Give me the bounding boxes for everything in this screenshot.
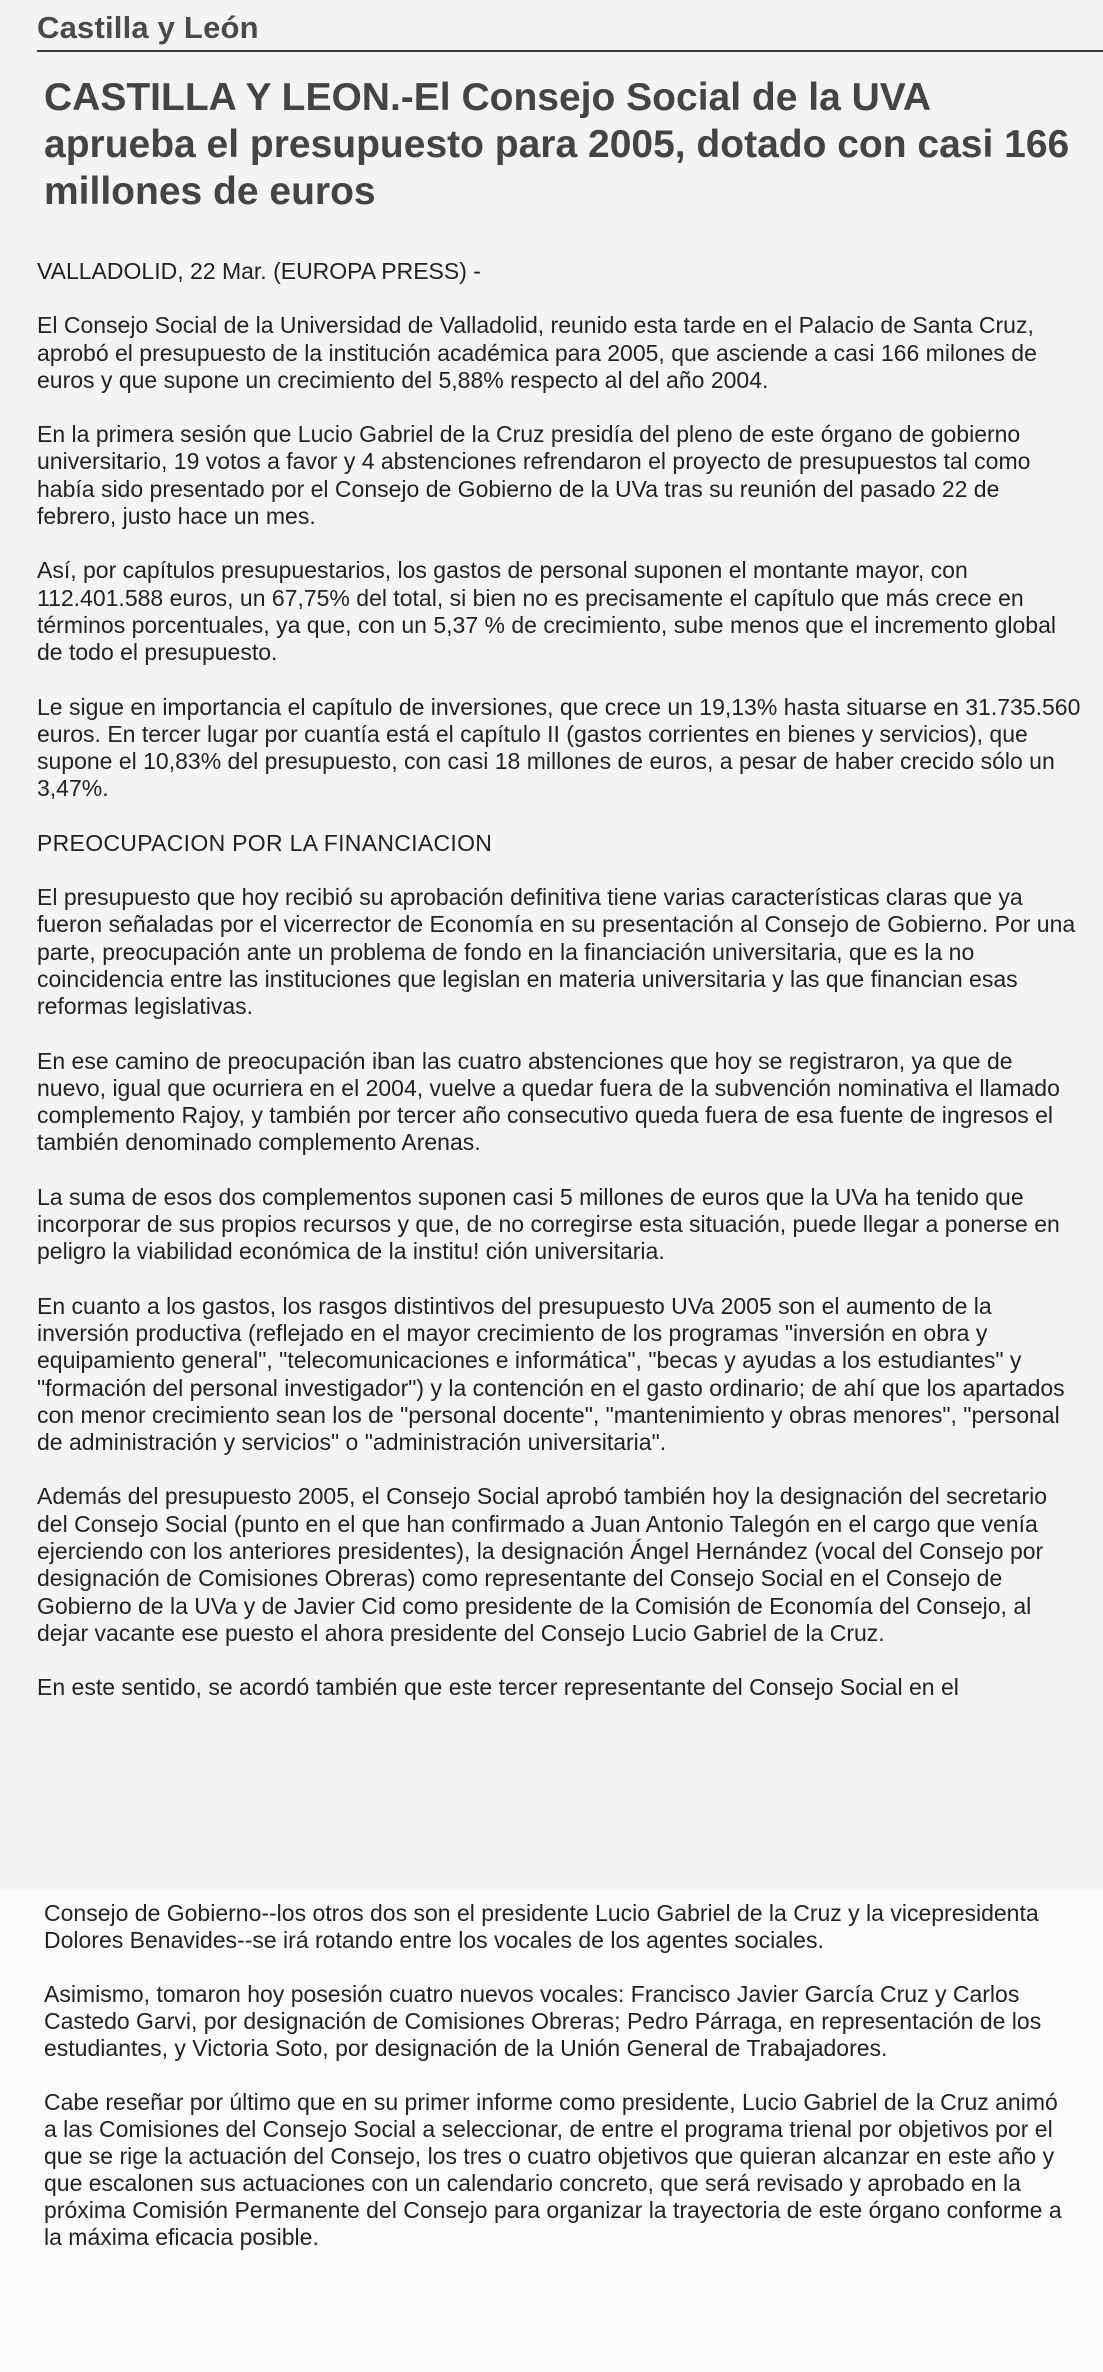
header-rule [37, 50, 1103, 52]
paragraph-personnel: Así, por capítulos presupuestarios, los gastos de personal suponen el montante mayor, con 112.401.588 euros, un 67,75% del total, si bien no es precisamente el capítulo que más crece en términos porcentuales, ya que, con un 5,37 % de crecimiento, sube menos que el incremento global de todo el presupuesto. [37, 557, 1056, 666]
article-headline: CASTILLA Y LEON.-El Consejo Social de la UVA aprueba el presupuesto para 2005, dotado con casi 166 millones de euros [44, 76, 1070, 213]
paragraph-complements: La suma de esos dos complementos suponen casi 5 millones de euros que la UVa ha tenido que incorporar de sus propios recursos y que, de no corregirse esta situación, puede llegar a ponerse en peligro la viabilidad económica de la institu! ción universitaria. [37, 1183, 1060, 1265]
paragraph-representative-end: Consejo de Gobierno--los otros dos son el presidente Lucio Gabriel de la Cruz y la vicepresidenta Dolores Benavides--se irá rotando entre los vocales de los agentes sociales. [44, 1900, 1039, 1953]
paragraph-vote: En la primera sesión que Lucio Gabriel de la Cruz presidía del pleno de este órgano de gobierno universitario, 19 votos a favor y 4 abstenciones refrendaron el proyecto de presupuestos tal como había sido presentado por el Consejo de Gobierno de la UVa tras su reunión del pasado 22 de febrero, justo hace un mes. [37, 421, 1031, 530]
paragraph-budget: El Consejo Social de la Universidad de Valladolid, reunido esta tarde en el Palacio de Santa Cruz, aprobó el presupuesto de la institución académica para 2005, que asciende a casi 166 milones de euros y que supone un crecimiento del 5,88% respecto al del año 2004. [37, 312, 1037, 393]
article-dateline: VALLADOLID, 22 Mar. (EUROPA PRESS) - [37, 258, 481, 284]
paragraph-report: Cabe reseñar por último que en su primer informe como presidente, Lucio Gabriel de la Cruz animó a las Comisiones del Consejo Social a seleccionar, de entre el programa trienal por objetivos por el que se rige la actuación del Consejo, los tres o cuatro objetivos que quieran alcanzar en este año y que escalonen sus actuaciones con un calendario concreto, que será revisado y aprobado en la próxima Comisión Permanente del Consejo para organizar la trayectoria de este órgano conforme a la máxima eficacia posible. [44, 2089, 1062, 2250]
article-subhead: PREOCUPACION POR LA FINANCIACION [37, 829, 493, 856]
paragraph-new-members: Asimismo, tomaron hoy posesión cuatro nuevos vocales: Francisco Javier García Cruz y Carlos Castedo Garvi, por designación de Comisiones Obreras; Pedro Párraga, en representación de los estudiantes, y Victoria Soto, por designación de la Unión General de Trabajadores. [44, 1981, 1042, 2061]
paragraph-designations: Además del presupuesto 2005, el Consejo Social aprobó también hoy la designación del secretario del Consejo Social (punto en el que han confirmado a Juan Antonio Talegón en el cargo que venía ejerciendo con los anteriores presidentes), la designación Ángel Hernández (vocal del Consejo por designación de Comisiones Obreras) como representante del Consejo Social en el Consejo de Gobierno de la UVa y de Javier Cid como presidente de la Comisión de Economía del Consejo, al dejar vacante ese puesto el ahora presidente del Consejo Lucio Gabriel de la Cruz. [37, 1483, 1048, 1646]
article-continuation [44, 1900, 1074, 2278]
paragraph-investments: Le sigue en importancia el capítulo de inversiones, que crece un 19,13% hasta situarse en 31.735.560 euros. En tercer lugar por cuantía está el capítulo II (gastos corrientes en bienes y servicios), que supone el 10,83% del presupuesto, con casi 18 millones de euros, a pesar de haber crecido sólo un 3,47%. [37, 693, 1081, 802]
article-body [37, 258, 1082, 1728]
section-label: Castilla y León [37, 10, 259, 45]
paragraph-characteristics: El presupuesto que hoy recibió su aprobación definitiva tiene varias características claras que ya fueron señaladas por el vicerrector de Economía en su presentación al Consejo de Gobierno. Por una parte, preocupación ante un problema de fondo en la financiación universitaria, que es la no coincidencia entre las instituciones que legislan en materia universitaria y las que financian esas reformas legislativas. [37, 884, 1076, 1020]
paragraph-abstentions: En ese camino de preocupación iban las cuatro abstenciones que hoy se registraron, ya que de nuevo, igual que ocurriera en el 2004, vuelve a quedar fuera de la subvención nominativa el llamado complemento Rajoy, y también por tercer año consecutivo queda fuera de esa fuente de ingresos el también denominado complemento Arenas. [37, 1047, 1060, 1156]
paragraph-expenses: En cuanto a los gastos, los rasgos distintivos del presupuesto UVa 2005 son el aumento de la inversión productiva (reflejado en el mayor crecimiento de los programas "inversión en obra y equipamiento general", "telecomunicaciones e informática", "becas y ayudas a los estudiantes" y "formación del personal investigador") y la contención en el gasto ordinario; de ahí que los apartados con menor crecimiento sean los de "personal docente", "mantenimiento y obras menores", "personal de administración y servicios" o "administración universitaria". [37, 1292, 1065, 1456]
paragraph-representative-start: En este sentido, se acordó también que este tercer representante del Consejo Social en el [37, 1674, 959, 1701]
